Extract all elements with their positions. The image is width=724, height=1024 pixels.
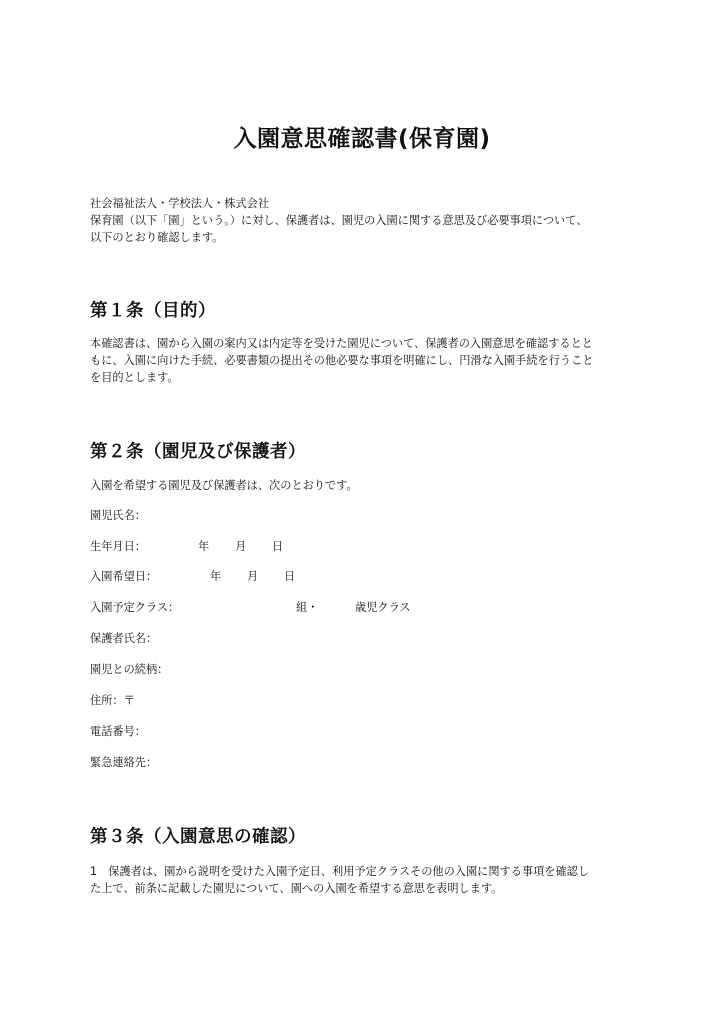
article3-line-1: 1 保護者は、園から説明を受けた入園予定日、利用予定クラスその他の入園に関する事項を確認し [90,865,590,878]
desired-date-label: 入園希望日： [90,570,158,583]
desired-year: 年 [210,570,222,583]
article1-heading: 第１条（目的） [90,301,216,321]
phone-label: 電話番号： [90,725,146,738]
desired-month: 月 [247,570,259,583]
birthdate-year: 年 [198,540,210,553]
birthdate-day: 日 [272,540,284,553]
article1-line-3: を目的とします。 [90,371,179,384]
birthdate-month: 月 [235,540,247,553]
intro-line-1: 社会福祉法人・学校法人・株式会社 [90,197,270,210]
article3-heading: 第３条（入園意思の確認） [90,827,306,847]
guardian-name-label: 保護者氏名： [90,632,158,645]
class-age: 歳児クラス [355,601,411,614]
class-group: 組・ [296,601,319,614]
article2-heading: 第２条（園児及び保護者） [90,442,306,462]
birthdate-label: 生年月日： [90,540,146,553]
desired-day: 日 [284,570,296,583]
class-label: 入園予定クラス： [90,601,180,614]
intro-line-3: 以下のとおり確認します。 [90,231,224,244]
article1-line-2: もに、入園に向けた手続、必要書類の提出その他必要な事項を明確にし、円滑な入園手続を行うこと [90,354,594,367]
article3-line-2: た上で、前条に記載した園児について、園への入園を希望する意思を表明します。 [90,882,503,895]
article1-line-1: 本確認書は、園から入園の案内又は内定等を受けた園児について、保護者の入園意思を確認するとと [90,337,593,350]
intro-line-2: 保育園（以下「園」という。）に対し、保護者は、園児の入園に関する意思及び必要事項について、 [90,214,588,227]
emergency-contact-label: 緊急連絡先： [90,756,158,769]
article2-lead: 入園を希望する園児及び保護者は、次のとおりです。 [90,479,358,492]
child-name-label: 園児氏名： [90,509,146,522]
address-label: 住所：〒 [90,694,135,707]
relation-label: 園児との続柄： [90,663,169,676]
document-title: 入園意思確認書(保育園) [233,126,491,152]
